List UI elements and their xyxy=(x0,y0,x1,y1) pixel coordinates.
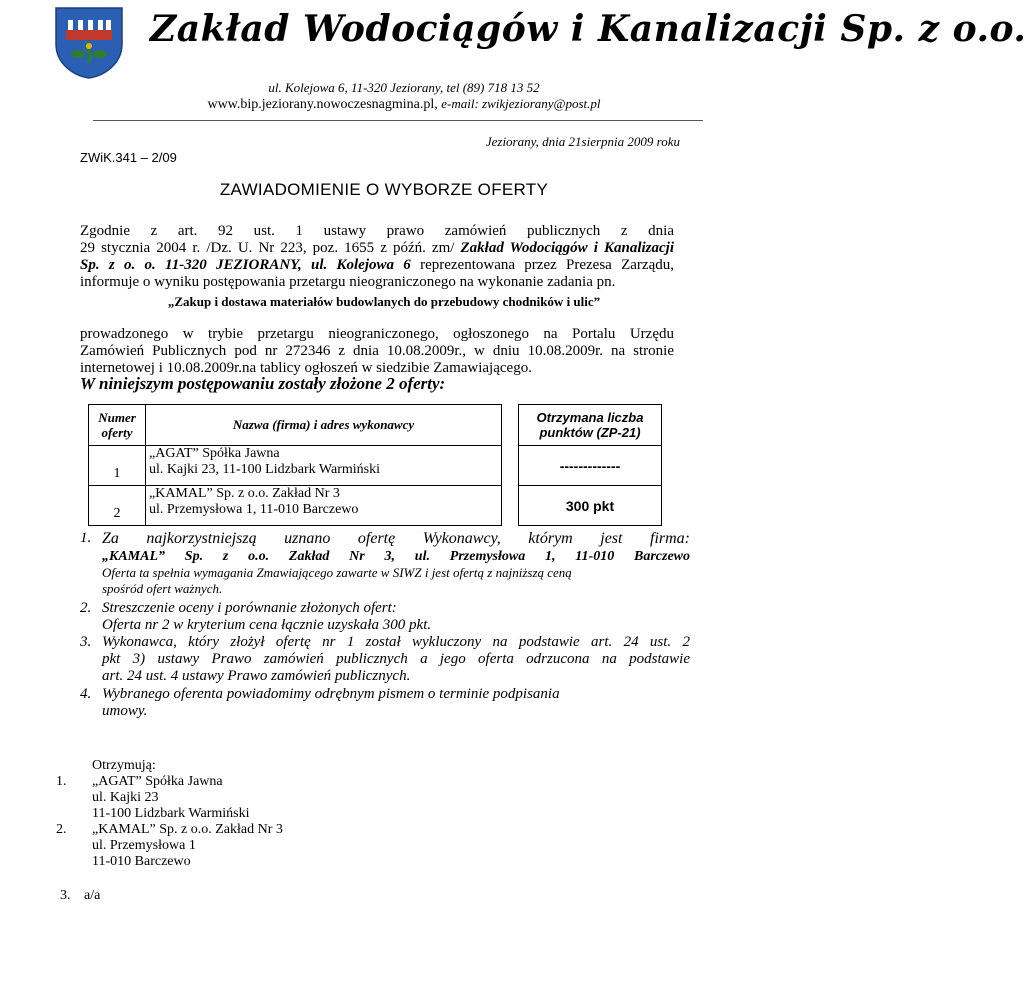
reference-number: ZWiK.341 – 2/09 xyxy=(80,150,177,165)
offer-points: ------------- xyxy=(519,446,662,486)
intro-line: informuje o wyniku postępowania przetargu nieograniczonego na wykonanie zadania pn. xyxy=(80,274,616,290)
offers-heading: W niniejszym postępowaniu zostały złożone 2 oferty: xyxy=(80,374,446,393)
procedure-line: Zamówień Publicznych pod nr 272346 z dnia 10.08.2009r., w dniu 10.08.2009r. na stronie xyxy=(80,343,674,359)
company-email[interactable]: e-mail: zwikjeziorany@post.pl xyxy=(441,96,601,111)
procedure-line: prowadzonego w trybie przetargu nieograniczonego, ogłoszonego na Portalu Urzędu xyxy=(80,326,674,342)
company-contacts xyxy=(20,96,788,113)
company-website[interactable]: www.bip.jeziorany.nowoczesnagmina.pl, xyxy=(207,97,438,112)
table-gap xyxy=(502,446,519,486)
offers-table xyxy=(88,404,662,526)
company-address: ul. Kolejowa 6, 11-320 Jeziorany, tel (89) 718 13 52 xyxy=(268,80,540,95)
date-line: Jeziorany, dnia 21sierpnia 2009 roku xyxy=(485,134,680,149)
procedure-line: internetowej i 10.08.2009r.na tablicy ogłoszeń w siedzibie Zamawiającego. xyxy=(80,360,532,376)
col-name-header: Nazwa (firma) i adres wykonawcy xyxy=(146,405,502,446)
col-points-header: Otrzymana liczba punktów (ZP-21) xyxy=(519,405,662,446)
recipients-heading: Otrzymują: xyxy=(92,758,156,773)
table-gap xyxy=(502,405,519,446)
intro-line: Sp. z o. o. 11-320 JEZIORANY, ul. Kolejowa 6 reprezentowana przez Prezesa Zarządu, xyxy=(80,257,674,273)
intro-line: 29 stycznia 2004 r. /Dz. U. Nr 223, poz. 1655 z późń. zm/ Zakład Wodociągów i Kanalizacji xyxy=(80,240,674,256)
table-row xyxy=(89,486,662,526)
offer-contractor: „AGAT” Spółka Jawna ul. Kajki 23, 11-100 Lidzbark Warmiński xyxy=(146,446,502,486)
table-gap xyxy=(502,486,519,526)
town-crest-icon xyxy=(52,4,126,80)
table-row xyxy=(89,446,662,486)
offer-number: 2 xyxy=(89,486,146,526)
tender-subject: „Zakup i dostawa materiałów budowlanych do przebudowy chodników i ulic” xyxy=(167,294,601,309)
offer-contractor: „KAMAL” Sp. z o.o. Zakład Nr 3 ul. Przemysłowa 1, 11-010 Barczewo xyxy=(146,486,502,526)
table-header-row xyxy=(89,405,662,446)
document-title: ZAWIADOMIENIE O WYBORZE OFERTY xyxy=(219,180,549,199)
offer-points: 300 pkt xyxy=(519,486,662,526)
intro-line: Zgodnie z art. 92 ust. 1 ustawy prawo zamówień publicznych z dnia xyxy=(80,223,674,239)
intro-paragraph xyxy=(80,223,674,291)
offer-number: 1 xyxy=(89,446,146,486)
col-number-header: Numer oferty xyxy=(89,405,146,446)
company-name: Zakład Wodociągów i Kanalizacji Sp. z o.o. xyxy=(150,8,1026,50)
header-divider xyxy=(93,120,703,121)
procedure-paragraph xyxy=(80,326,674,377)
